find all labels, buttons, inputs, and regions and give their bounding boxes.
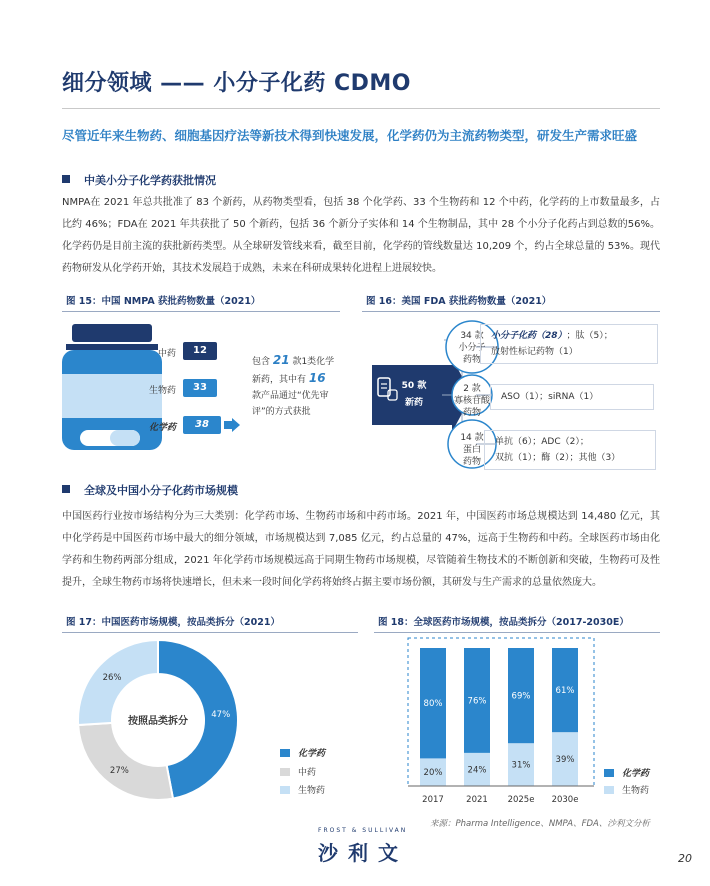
approvals-paragraph: NMPA在 2021 年总共批准了 83 个新药，从药物类型看，包括 38 个化学药、33 个生物药和 12 个中药，化学药的上市数量最多，占比约 46%；FDA在 2021 年共获批了 50 个新药，包括 36 个新分子实体和 14 个生物制品，其中 28 个小分子化药占到总数的56%。化学药仍是目前主流的获批新药类型。从全球研发管线来看，截至目前，化学药的管线数量达 10,209 个，约占全球总量的 53%。现代药物研发从化学药开始，其技术发展趋于成熟，未来在科研成果转化进程上进展较快。 (62, 197, 660, 274)
fig17-rule (62, 632, 358, 633)
bar-label-chem-2030e: 61% (555, 686, 575, 697)
fig18-legend-chem: 化学药 (622, 769, 650, 779)
fig16-detail-small-molecule: 小分子化药（28）；肽（5）； 放射性标记药物（1） (480, 324, 658, 364)
arrow-right-icon (224, 418, 240, 432)
fig15-value-chem: 38 (183, 416, 221, 434)
fig15-note: 包含 21 款1类化学新药，其中有 16 款产品通过“优先审评”的方式获批 (252, 353, 335, 417)
fig16-title: 图 16：美国 FDA 获批药物数量（2021） (366, 296, 552, 307)
donut-label-bio: 26% (102, 672, 122, 683)
x-tick-2030e: 2030e (551, 795, 579, 805)
fig17-title: 图 17：中国医药市场规模，按品类拆分（2021） (66, 617, 280, 628)
section-heading-approvals: 中美小分子化学药获批情况 (62, 172, 216, 188)
fig15-label-tcm: 中药 (157, 349, 176, 359)
fig16-cat-small-molecule: 34 款 小分子 药物 (458, 331, 486, 365)
fig17-donut-chart (62, 636, 262, 806)
fig17-legend-swatch-chem (280, 749, 290, 757)
fig17-legend-bio: 生物药 (298, 786, 326, 796)
bar-label-chem-2021: 76% (467, 696, 487, 707)
fig15-label-chem: 化学药 (148, 423, 176, 433)
source-note: 来源：Pharma Intelligence、NMPA、FDA、沙利文分析 (430, 819, 650, 829)
logo-wordmark-en: FROST & SULLIVAN (318, 827, 408, 834)
fig16-center-label: 新药 (404, 398, 423, 408)
x-tick-2021: 2021 (466, 795, 488, 805)
fig17-legend-chem: 化学药 (298, 749, 326, 759)
market-paragraph: 中国医药行业按市场结构分为三大类别：化学药市场、生物药市场和中药市场。2021 年，中国医药市场总规模达到 14,480 亿元，其中化学药是中国医药市场中最大的细分领域，市场规模达到 7,085 亿元，约占总量的 47%，远高于生物药和中药。全球医药市场由化学药和生物药两部分组成，2021 年化学药市场规模远高于同期生物药市场规模，尽管随着生物技术的不断创新和突破，生物药可及性提升，全球生物药市场将快速增长，但未来一段时间化学药将始终占据主要市场份额，其研发与生产需求的总量依然庞大。 (62, 511, 660, 588)
bar-label-chem-2025e: 69% (511, 691, 531, 702)
fig18-legend-swatch-bio (604, 786, 614, 794)
x-tick-2025e: 2025e (507, 795, 535, 805)
fig16-cat-oligo: 2 款 寡核苷酸 药物 (453, 384, 490, 418)
bullet-square-icon (62, 175, 70, 183)
fig17-legend-tcm: 中药 (298, 768, 317, 778)
title-divider (62, 108, 660, 109)
fig16-center-count: 50 款 (401, 381, 427, 391)
fig18-legend-bio: 生物药 (622, 786, 650, 796)
fig16-detail-protein: 单抗（6）；ADC（2）； 双抗（1）；酶（2）；其他（3） (484, 430, 656, 470)
fig18-legend-swatch-chem (604, 769, 614, 777)
fig17-legend-swatch-tcm (280, 768, 290, 776)
fig15-rule (62, 311, 340, 312)
donut-label-chem: 47% (211, 710, 231, 721)
fig16-cat-protein: 14 款 蛋白 药物 (460, 433, 484, 467)
fig16-rule (362, 311, 660, 312)
page-number: 20 (678, 852, 692, 865)
bar-label-bio-2017: 20% (423, 768, 443, 779)
fig18-title: 图 18：全球医药市场规模，按品类拆分（2017-2030E） (378, 617, 629, 628)
fig15-value-bio: 33 (183, 379, 217, 397)
fig15-value-tcm: 12 (183, 342, 217, 360)
donut-center-label: 按照品类拆分 (128, 716, 188, 727)
page-subtitle: 尽管近年来生物药、细胞基因疗法等新技术得到快速发展，化学药仍为主流药物类型，研发生产需求旺盛 (62, 128, 638, 143)
medicine-bottle-icon (62, 322, 182, 472)
flask-icon (376, 376, 398, 402)
fig15-label-bio: 生物药 (148, 386, 176, 396)
bar-label-bio-2025e: 31% (511, 760, 531, 771)
donut-slice-tcm (78, 723, 173, 800)
bar-label-bio-2021: 24% (467, 765, 487, 776)
donut-label-tcm: 27% (109, 765, 129, 776)
logo-wordmark-cn: 沙利文 (318, 841, 408, 865)
fig15-title: 图 15：中国 NMPA 获批药物数量（2021） (66, 296, 261, 307)
fig18-rule (374, 632, 660, 633)
page-title: 细分领域 —— 小分子化药 CDMO (62, 71, 411, 96)
bar-label-bio-2030e: 39% (555, 755, 575, 766)
x-tick-2017: 2017 (422, 795, 444, 805)
bar-label-chem-2017: 80% (423, 699, 443, 710)
section-heading-market: 全球及中国小分子化药市场规模 (62, 482, 238, 498)
fig17-legend-swatch-bio (280, 786, 290, 794)
fig18-stacked-bar-chart (400, 636, 600, 808)
fig16-detail-oligo: ASO（1）；siRNA（1） (490, 384, 654, 410)
bullet-square-icon (62, 485, 70, 493)
